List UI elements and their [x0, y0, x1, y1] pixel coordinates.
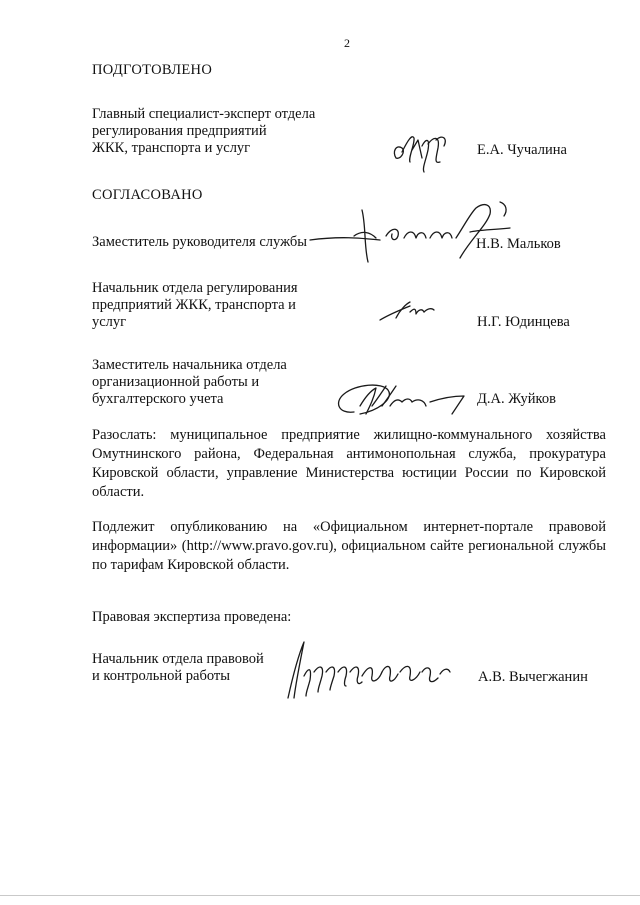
- signature-malkov: [300, 196, 520, 266]
- prepared-position: [92, 106, 315, 157]
- position-line: регулирования предприятий: [92, 123, 267, 139]
- position-line: бухгалтерского учета: [92, 391, 224, 407]
- position-line: и контрольной работы: [92, 668, 230, 684]
- page-number: 2: [344, 36, 350, 50]
- position-line: Начальник отдела правовой: [92, 651, 264, 667]
- legal-review-heading: Правовая экспертиза проведена:: [92, 609, 292, 625]
- position-line: Главный специалист-эксперт отдела: [92, 106, 316, 122]
- position-line: предприятий ЖКК, транспорта и: [92, 297, 296, 313]
- prepared-heading: ПОДГОТОВЛЕНО: [92, 62, 213, 78]
- publication-text: Подлежит опубликованию на «Официальном интернет-портале правовой информации» (http://www.pravo.gov.ru), официальном сайте региональной службы по тарифам Кировской области.: [92, 519, 606, 573]
- signer-name: Н.В. Мальков: [476, 236, 561, 252]
- position-line: услуг: [92, 314, 127, 330]
- signature-chuchalina: [388, 128, 458, 174]
- signer-position: [92, 357, 287, 408]
- signature-vychegzhanin: [282, 636, 462, 706]
- position-line: Заместитель начальника отдела: [92, 357, 287, 373]
- prepared-name: Е.А. Чучалина: [477, 142, 567, 158]
- signature-zhuykov: [330, 376, 470, 422]
- signer-name: Н.Г. Юдинцева: [477, 314, 570, 330]
- legal-review-position: [92, 651, 264, 685]
- position-line: организационной работы и: [92, 374, 260, 390]
- agreed-heading: СОГЛАСОВАНО: [92, 187, 203, 203]
- signer-name: Д.А. Жуйков: [477, 391, 556, 407]
- distribution-text: Разослать: муниципальное предприятие жилищно-коммунального хозяйства Омутнинского района, Федеральная антимонопольная служба, прокуратура Кировской области, управление Министерства юстиции России по Кировской области.: [92, 427, 606, 500]
- page-bottom-line: [0, 895, 640, 896]
- legal-review-name: А.В. Вычегжанин: [478, 669, 588, 685]
- position-line: ЖКК, транспорта и услуг: [92, 140, 251, 156]
- position-line: Начальник отдела регулирования: [92, 280, 298, 296]
- signature-yudintseva: [376, 296, 446, 326]
- signer-position: Заместитель руководителя службы: [92, 234, 308, 250]
- signer-position: [92, 280, 298, 331]
